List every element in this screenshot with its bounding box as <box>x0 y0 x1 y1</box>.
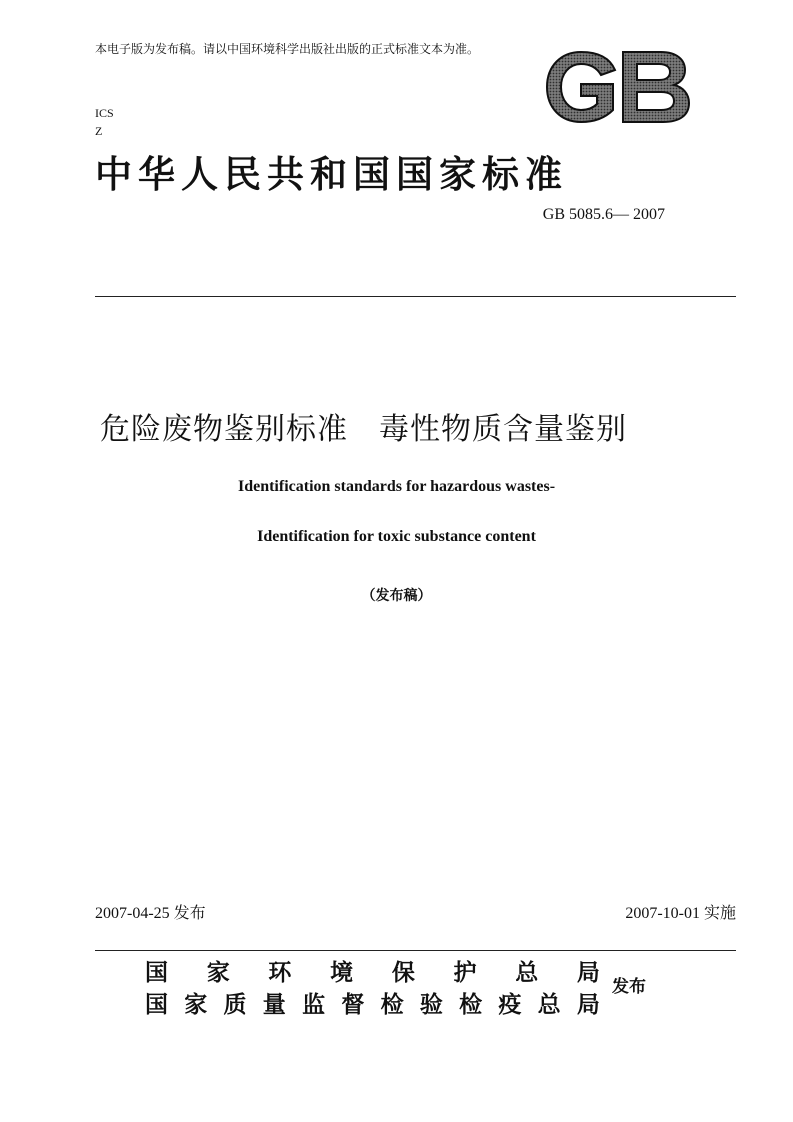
issuer-char: 督 <box>341 991 365 1018</box>
document-title-chinese: 危险废物鉴别标准 毒性物质含量鉴别 <box>100 412 627 447</box>
issuer-char: 护 <box>453 959 477 986</box>
issuer-mep <box>145 954 600 987</box>
issuer-char: 疫 <box>498 991 522 1018</box>
publish-label: 发布 <box>612 977 646 997</box>
issue-date: 2007-04-25 发布 <box>95 905 206 922</box>
issuer-char: 国 <box>145 991 168 1018</box>
issuer-char: 质 <box>223 991 247 1018</box>
issuer-char: 监 <box>302 991 326 1018</box>
issuer-char: 国 <box>145 959 168 986</box>
issuer-char: 验 <box>419 991 443 1018</box>
national-standard-title: 中华人民共和国国家标准 <box>95 152 568 196</box>
classification-code: Z <box>95 124 103 138</box>
distribution-notice: 本电子版为发布稿。请以中国环境科学出版社出版的正式标准文本为准。 <box>95 42 480 56</box>
issuer-char: 量 <box>262 991 286 1018</box>
draft-label: （发布稿） <box>361 588 432 604</box>
issuer-aqsiq <box>145 986 600 1019</box>
issuer-char: 总 <box>537 991 561 1018</box>
issuer-char: 境 <box>330 959 354 986</box>
issuer-char: 总 <box>515 959 539 986</box>
standard-number: GB 5085.6— 2007 <box>542 206 665 223</box>
document-title-english-line1: Identification standards for hazardous wastes- <box>237 478 556 495</box>
issuer-char: 检 <box>459 991 483 1018</box>
implementation-date: 2007-10-01 实施 <box>625 905 736 922</box>
gb-logo <box>543 48 693 126</box>
ics-block <box>95 104 114 140</box>
issuer-char: 家 <box>206 959 230 986</box>
issuer-char: 局 <box>576 991 600 1018</box>
issuer-char: 保 <box>391 959 415 986</box>
issuer-char: 检 <box>380 991 404 1018</box>
document-title-english-line2: Identification for toxic substance content <box>257 528 536 545</box>
issuer-char: 环 <box>268 959 292 986</box>
issuer-char: 局 <box>576 959 600 986</box>
bottom-divider <box>95 950 736 951</box>
issuer-char: 家 <box>184 991 208 1018</box>
top-divider <box>95 296 736 297</box>
ics-label: ICS <box>95 106 114 120</box>
